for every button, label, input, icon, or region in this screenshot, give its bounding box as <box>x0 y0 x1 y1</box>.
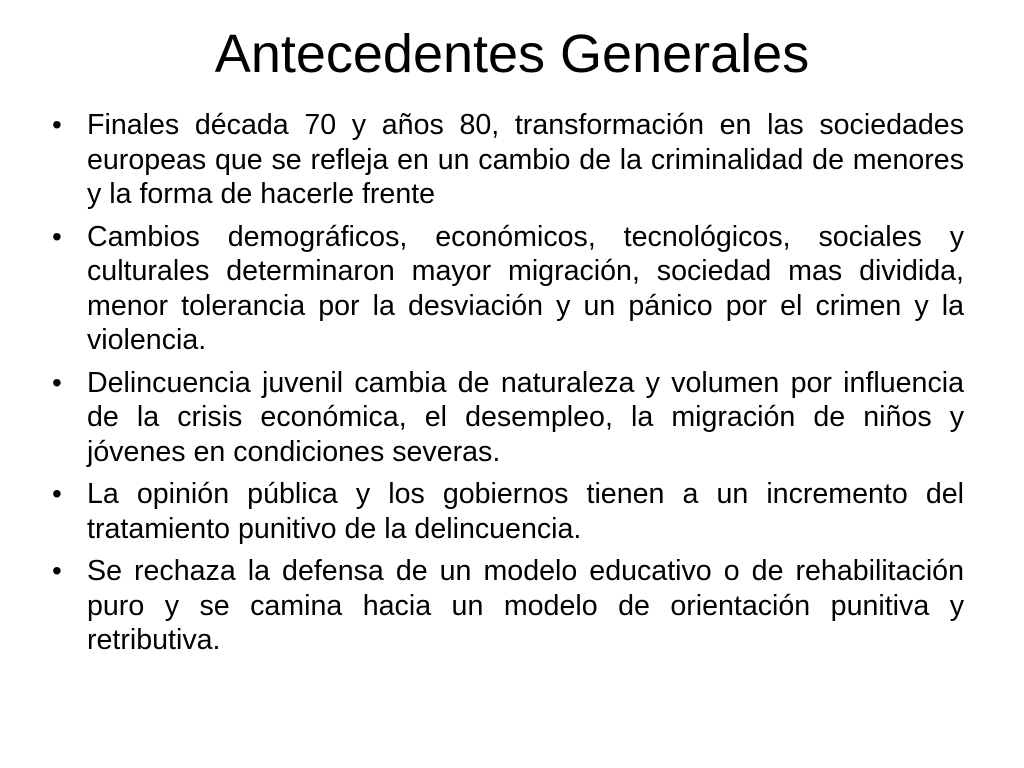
bullet-item <box>52 366 964 470</box>
bullet-item <box>52 220 964 358</box>
bullet-text: La opinión pública y los gobiernos tienen a un incremento del tratamiento punitivo de la delincuencia. <box>87 478 964 545</box>
bullet-icon: • <box>52 220 62 252</box>
bullet-icon: • <box>52 366 62 398</box>
bullet-item <box>52 108 964 212</box>
bullet-item <box>52 554 964 658</box>
bullet-icon: • <box>52 478 62 509</box>
bullet-text: Se rechaza la defensa de un modelo educativo o de rehabilitación puro y se camina hacia un modelo de orientación punitiva y retributiva. <box>87 555 964 656</box>
bullet-icon: • <box>52 109 62 140</box>
bullet-list <box>52 108 964 666</box>
bullet-text: Delincuencia juvenil cambia de naturaleza y volumen por influencia de la crisis económica, el desempleo, la migración de niños y jóvenes en condiciones severas. <box>87 366 964 468</box>
bullet-icon: • <box>52 555 62 586</box>
bullet-text: Cambios demográficos, económicos, tecnológicos, sociales y culturales determinaron mayor migración, sociedad mas dividida, menor tolerancia por la desviación y un pánico por el crimen y la violencia. <box>87 220 964 356</box>
slide-title: Antecedentes Generales <box>214 24 810 84</box>
bullet-text: Finales década 70 y años 80, transformación en las sociedades europeas que se refleja en un cambio de la criminalidad de menores y la forma de hacerle frente <box>87 109 964 210</box>
bullet-item <box>52 477 964 546</box>
